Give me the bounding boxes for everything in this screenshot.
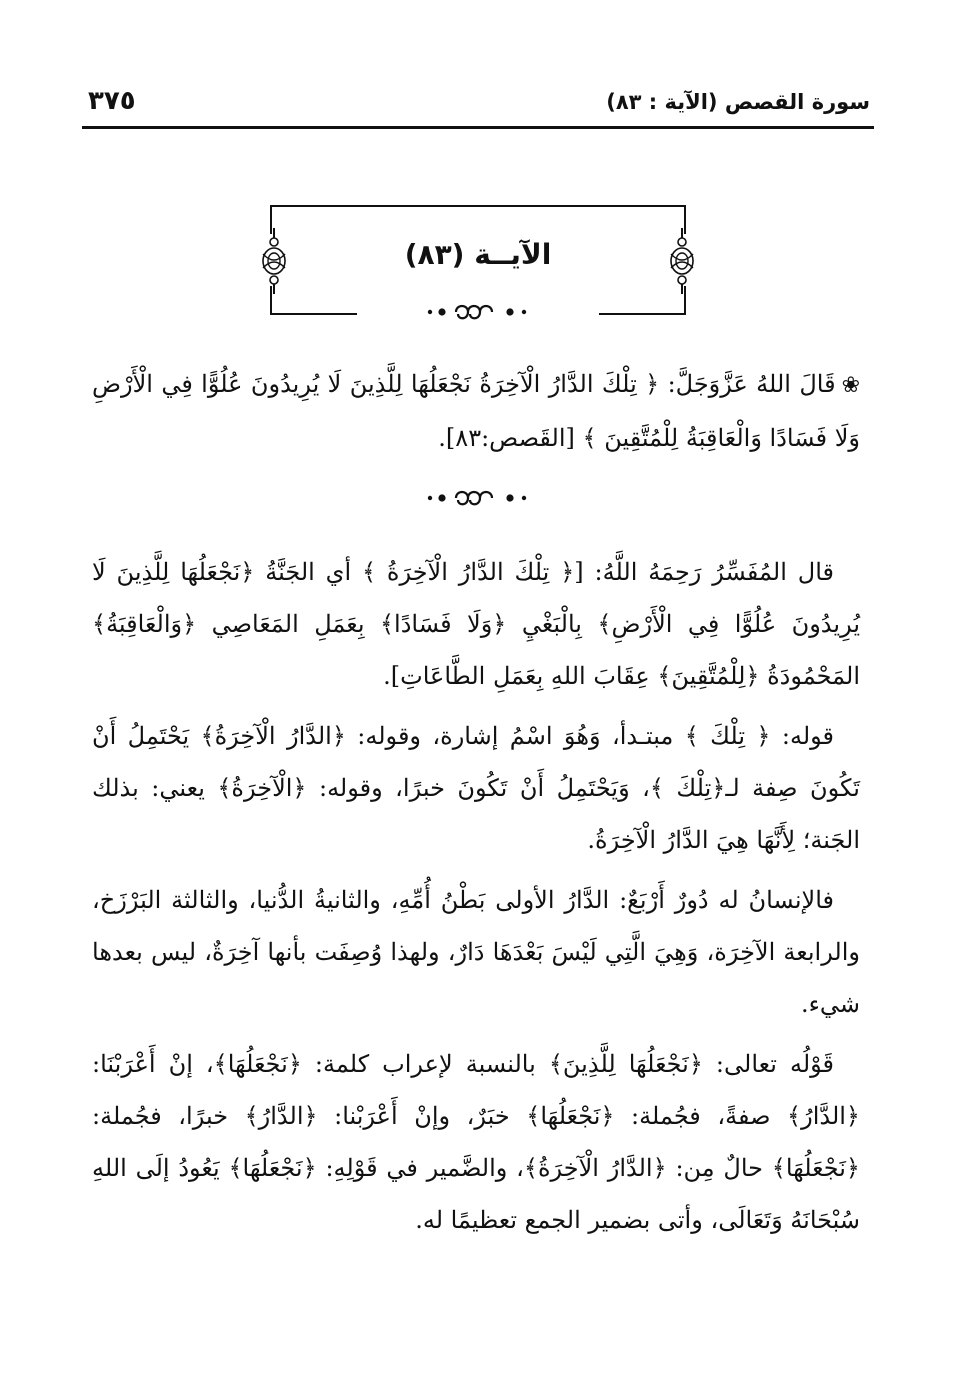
running-title: سورة القصص (الآية : ٨٣) [606,90,870,114]
verse-text: ﴿ تِلْكَ الدَّارُ الْآخِرَةُ نَجْعَلُهَا لِلَّذِينَ لَا يُرِيدُونَ عُلُوًّا فِي الْأَرْضِ وَلَا فَسَادًا وَالْعَاقِبَةُ لِلْمُتَّقِينَ ﴾ [92,370,860,452]
page-number: ٣٧٥ [88,86,136,116]
commentary-block [92,546,860,1254]
verse-block [92,358,860,464]
divider-ornament-top [418,300,538,324]
paragraph-grammar: قوله: ﴿ تِلْكَ ﴾ مبتـدأ، وَهُوَ اسْمُ إشارة، وقوله: ﴿الدَّارُ الْآخِرَةُ﴾ يَحْتَمِلُ أَنْ تَكُونَ صِفة لـ﴿تِلْكَ ﴾، وَيَحْتَمِلُ أَنْ تَكُونَ خبرًا، وقوله: ﴿الْآخِرَةُ﴾ يعني: بذلك الجَنة؛ لِأَنَّهَا هِيَ الدَّارُ الْآخِرَةُ. [92,722,860,854]
page-header [82,84,874,124]
verse-reference: [القَصص:٨٣]. [438,424,575,452]
header-rule [82,126,874,129]
divider-ornament-middle [418,486,538,510]
paragraph-tafsir: قال المُفَسِّرُ رَحِمَهُ اللَّهُ: [﴿ تِلْكَ الدَّارُ الْآخِرَةُ ﴾ أي الجَنَّةُ ﴿نَجْعَلُهَا لِلَّذِينَ لَا يُرِيدُونَ عُلُوًّا فِي الْأَرْضِ﴾ بِالْبَغْيِ ﴿وَلَا فَسَادًا﴾ بِعَمَلِ المَعَاصِي ﴿وَالْعَاقِبَةُ﴾ المَحْمُودَةُ ﴿لِلْمُتَّقِينَ﴾ عِقَابَ اللهِ بِعَمَلِ الطَّاعَاتِ]. [92,558,860,690]
paragraph-irab: قَوْلُه تعالى: ﴿نَجْعَلُهَا لِلَّذِينَ﴾ بالنسبة لإعراب كلمة: ﴿نَجْعَلُهَا﴾، إنْ أَعْرَبْنَا: ﴿الدَّارُ﴾ صفةً، فجُملة: ﴿نَجْعَلُهَا﴾ خبَرٌ، وإنْ أَعْرَبْنا: ﴿الدَّارُ﴾ خبرًا، فجُملة: ﴿نَجْعَلُهَا﴾ حالٌ مِن: ﴿الدَّارُ الْآخِرَةُ﴾، والضَّمير في قَوْلِهِ: ﴿نَجْعَلُهَا﴾ يَعُودُ إلَى اللهِ سُبْحَانَهُ وَتَعَالَى، وأتى بضمير الجمع تعظيمًا له. [92,1050,860,1234]
flower-bullet-icon: ❀ [841,373,860,398]
verse-paragraph [92,358,860,464]
verse-intro: قَالَ اللهُ عَزَّوَجَلَّ: [667,370,836,398]
ayah-title: الآيــة (٨٣) [404,238,552,271]
paragraph-four-abodes: فالإنسانُ له دُورٌ أَرْبَعٌ: الدَّارُ الأولى بَطْنُ أُمِّهِ، والثانيةُ الدُّنيا، والثالثة البَرْزَخ، والرابعة الآخِرَة، وَهِيَ الَّتِي لَيْسَ بَعْدَهَا دَارٌ، ولهذا وُصِفَت بأنها آخِرَةٌ، ليس بعدها شيء. [92,886,860,1018]
